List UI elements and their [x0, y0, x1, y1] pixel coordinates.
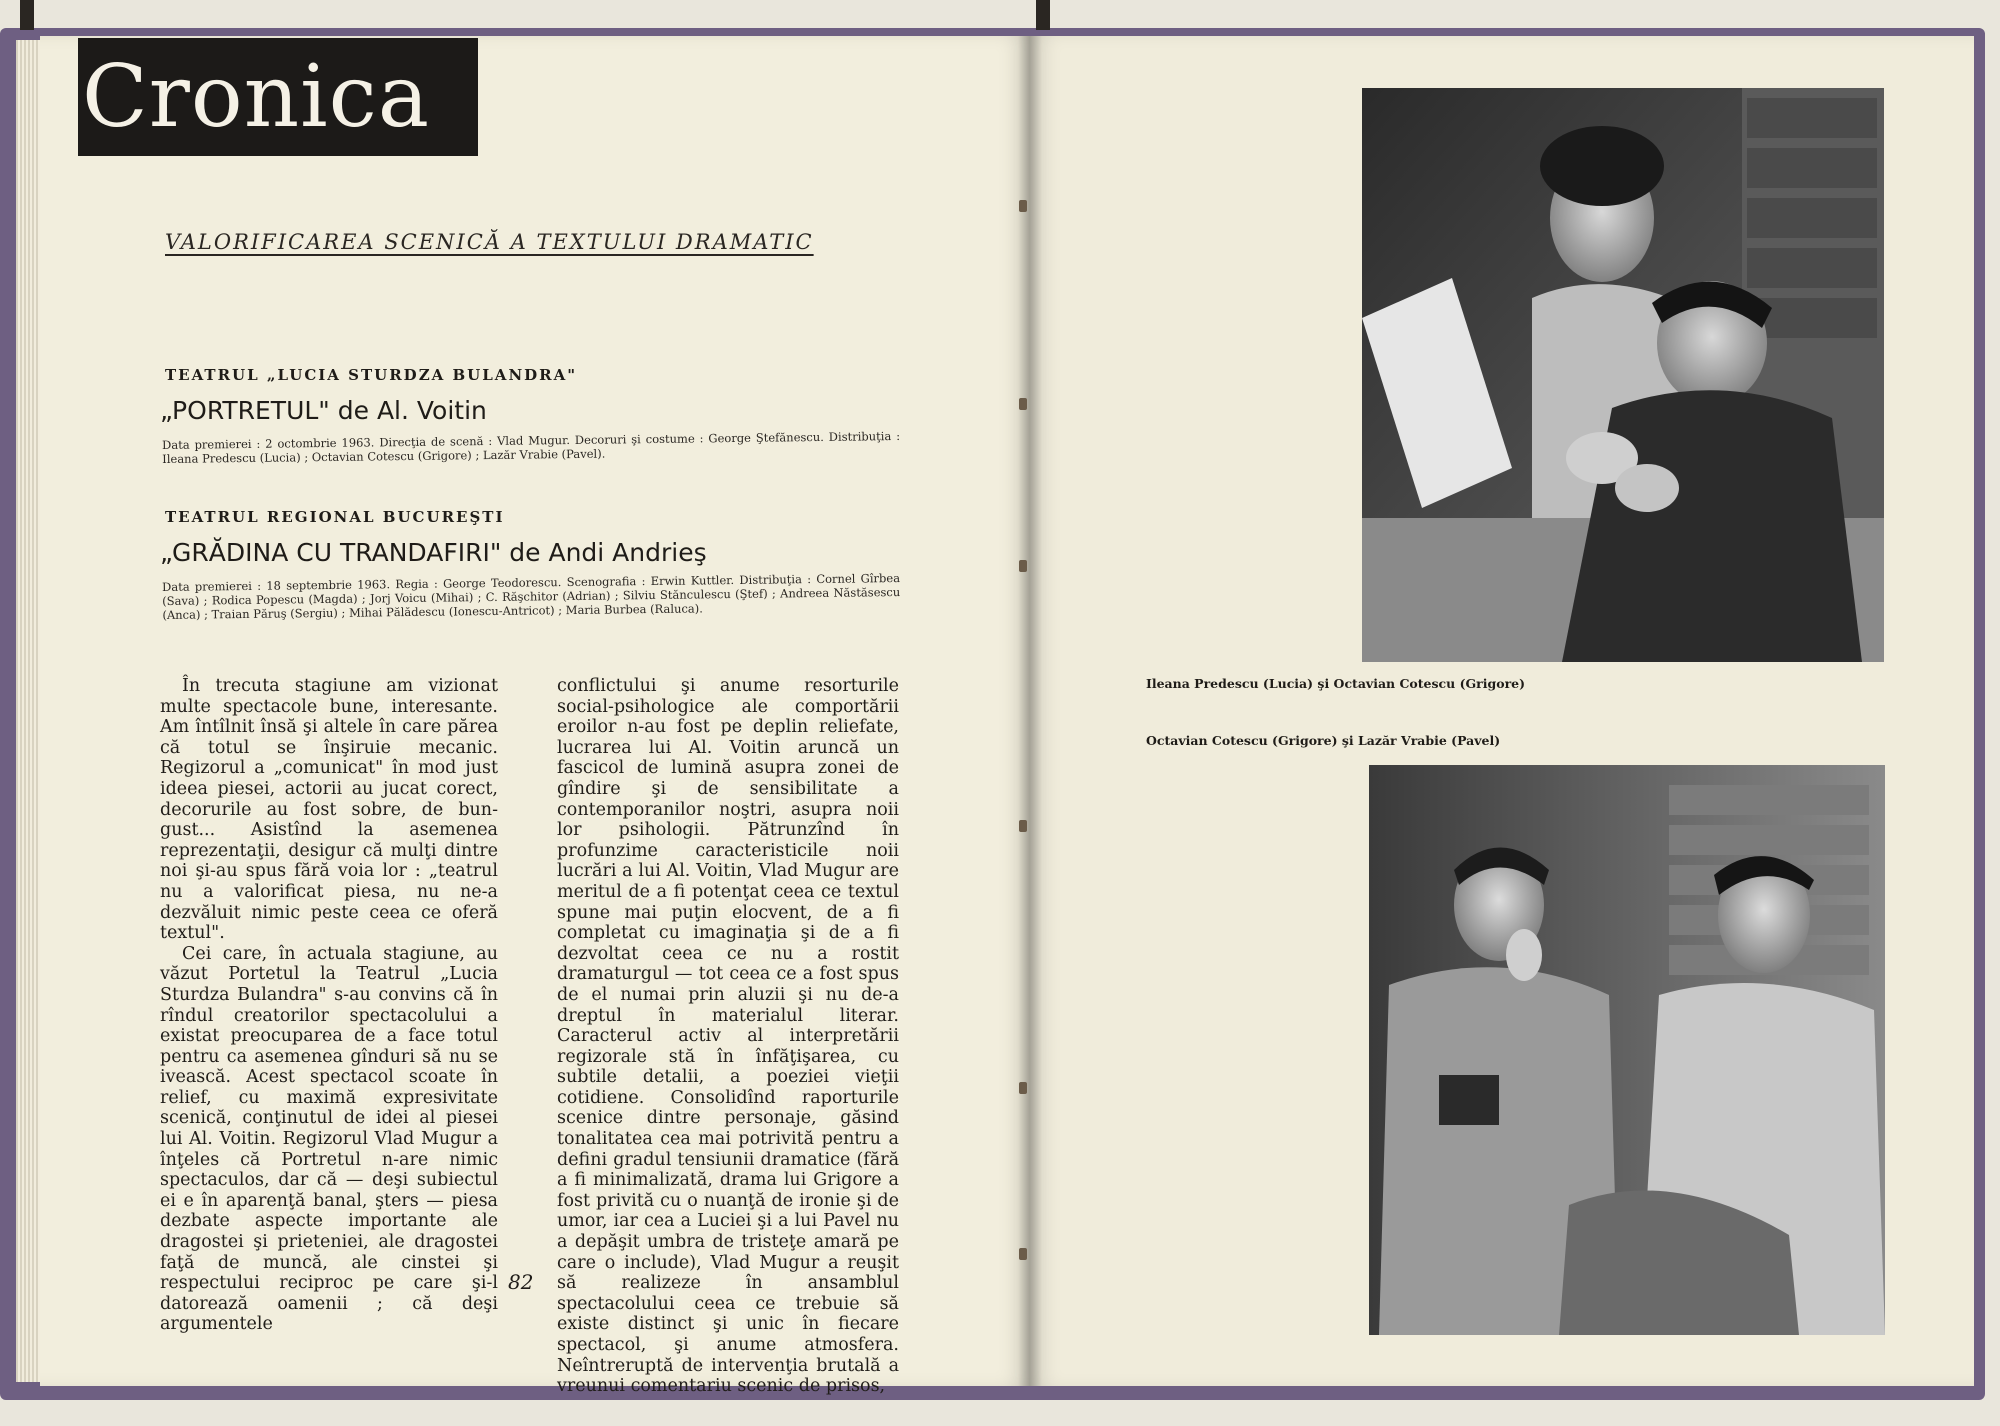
binding-stitch [1019, 820, 1027, 832]
review-2-theatre: TEATRUL REGIONAL BUCUREŞTI [165, 508, 505, 526]
page-edge [16, 40, 40, 1382]
section-heading: VALORIFICAREA SCENICĂ A TEXTULUI DRAMATIC [165, 230, 814, 254]
article-paragraph: În trecuta stagiune am vizionat multe spectacole bune, interesante. Am întîlnit însă şi altele în care părea că totul se înşiruie mecanic. Regizorul a „comunicat" în mod just ideea piesei, actorii au jucat corect, decorurile au fost sobre, de bun-gust... Asistînd la asemenea reprezentaţii, desigur că mulţi dintre noi şi-au spus fără voia lor : „teatrul nu a valorificat piesa, nu ne-a dezvăluit nimic peste ceea ce oferă textul". [160, 676, 498, 944]
binding-stitch [1019, 200, 1027, 212]
production-photo-2 [1369, 765, 1885, 1335]
scanner-clip-left [20, 0, 34, 30]
binding-stitch [1019, 560, 1027, 572]
article-column-1 [160, 676, 498, 1335]
photo-1-image [1362, 88, 1884, 662]
binding-stitch [1019, 1248, 1027, 1260]
review-2-credits: Data premierei : 18 septembrie 1963. Regia : George Teodorescu. Scenografia : Erwin Kuttler. Distribuţia : Cornel Gîrbea (Sava) ; Rodica Popescu (Magda) ; Jorj Voicu (Mihai) ; C. Răşchitor (Adrian) ; Silviu Stănculescu (Ştef) ; Andreea Năstăsescu (Anca) ; Traian Păruş (Sergiu) ; Mihai Pălădescu (Ionescu-Antricot) ; Maria Burbea (Raluca). [162, 570, 901, 622]
binding-stitch [1019, 398, 1027, 410]
masthead: Cronica [78, 38, 478, 156]
production-photo-1 [1362, 88, 1884, 662]
photo-1-caption: Ileana Predescu (Lucia) şi Octavian Cotescu (Grigore) [1146, 676, 1526, 691]
article-paragraph: conflictului şi anume resorturile social-psihologice ale comportării eroilor n-au fost pe deplin reliefate, lucrarea lui Al. Voitin aruncă un fascicol de lumină asupra zonei de gîndire şi de sensibilitate a contemporanilor noştri, asupra noii lor psihologii. Pătrunzînd în profunzime caracteristicile noii lucrări a lui Al. Voitin, Vlad Mugur are meritul de a fi potenţat ceea ce textul spune mai puţin elocvent, de a fi completat cu imaginaţia şi de a fi dezvoltat ceea ce nu a rostit dramaturgul — tot ceea ce a fost spus de el numai prin aluzii şi nu de-a dreptul în materialul literar. Caracterul activ al interpretării regizorale stă în înfăţişarea, cu subtile detalii, a poeziei vieţii cotidiene. Consolidînd raporturile scenice dintre personaje, găsind tonalitatea cea mai potrivită pentru a defini gradul tensiunii dramatice (fără a fi minimalizată, drama lui Grigore a fost privită cu o nuanţă de ironie şi de umor, iar cea a Luciei şi a lui Pavel nu a depăşit umbra de tristeţe amară pe care o include), Vlad Mugur a reuşit să realizeze în ansamblul spectacolului ceea ce trebuie să existe distinct şi unic în fiecare spectacol, şi anume atmosfera. Neîntreruptă de intervenţia brutală a vreunui comentariu scenic de prisos, [557, 676, 899, 1397]
book-gutter [1018, 36, 1042, 1386]
photo-2-caption: Octavian Cotescu (Grigore) şi Lazăr Vrabie (Pavel) [1146, 733, 1501, 748]
review-2-title: „GRĂDINA CU TRANDAFIRI" de Andi Andrieş [160, 538, 707, 567]
photo-2-image [1369, 765, 1885, 1335]
page-number: 82 [508, 1270, 534, 1294]
scanner-clip-center [1036, 0, 1050, 30]
article-column-2 [557, 676, 899, 1397]
review-1-title: „PORTRETUL" de Al. Voitin [160, 396, 487, 425]
article-paragraph: Cei care, în actuala stagiune, au văzut Portetul la Teatrul „Lucia Sturdza Bulandra" s-au convins că în rîndul creatorilor spectacolului a existat preocuparea de a face totul pentru ca asemenea gînduri să nu se ivească. Acest spectacol scoate în relief, cu maximă expresivitate scenică, conţinutul de idei al piesei lui Al. Voitin. Regizorul Vlad Mugur a înţeles că Portretul n-are nimic spectaculos, dar că — deşi subiectul ei e în aparenţă banal, şters — piesa dezbate aspecte importante ale dragostei şi prieteniei, ale dragostei faţă de muncă, ale cinstei şi respectului reciproc pe care şi-l datorează oamenii ; că deşi argumentele [160, 943, 498, 1335]
binding-stitch [1019, 1082, 1027, 1094]
review-1-credits: Data premierei : 2 octombrie 1963. Direcţia de scenă : Vlad Mugur. Decoruri şi costume : George Ştefănescu. Distribuţia : Ileana Predescu (Lucia) ; Octavian Cotescu (Grigore) ; Lazăr Vrabie (Pavel). [162, 428, 901, 466]
review-1-theatre: TEATRUL „LUCIA STURDZA BULANDRA" [165, 366, 578, 384]
